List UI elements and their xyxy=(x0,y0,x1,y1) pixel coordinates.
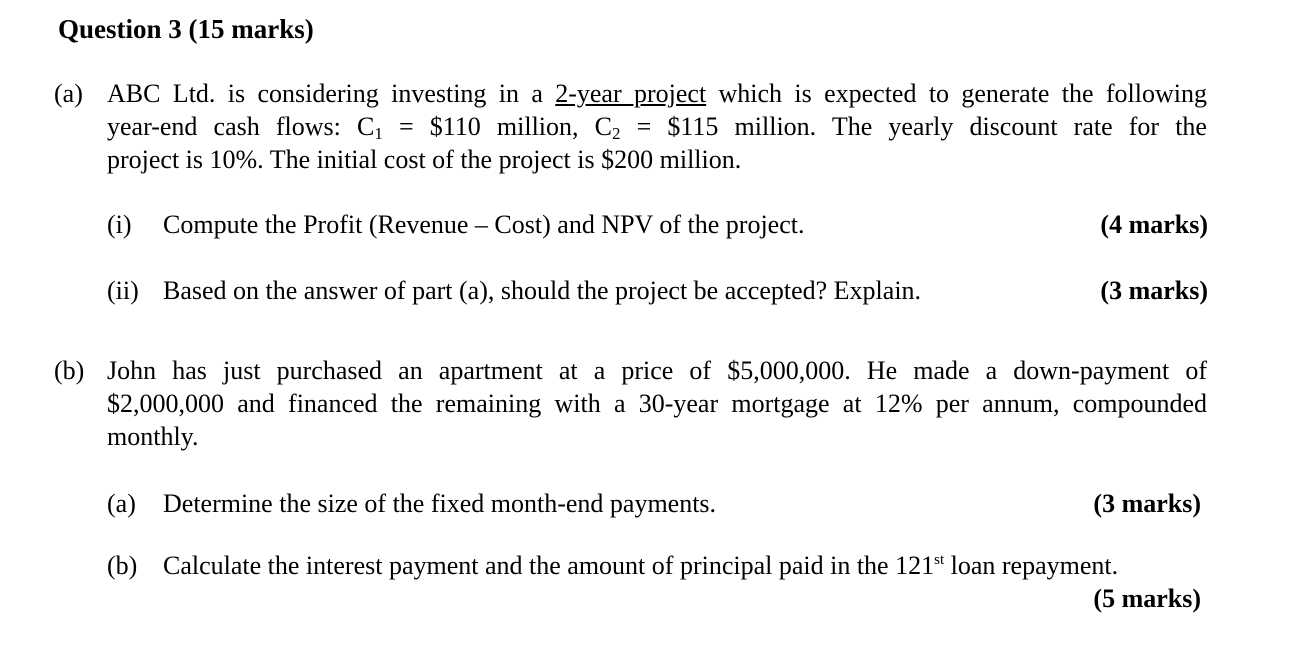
part-b-line-3: monthly. xyxy=(107,422,199,451)
c2-subscript: 2 xyxy=(611,124,621,143)
part-a-line-2 xyxy=(107,112,1207,142)
ordinal-superscript: st xyxy=(934,552,945,568)
sub-i-text: Compute the Profit (Revenue – Cost) and NPV of the project. xyxy=(163,210,805,239)
sub-i-label: (i) xyxy=(107,210,132,239)
sub-b-b-text-pre: Calculate the interest payment and the amount of principal paid in the 121 xyxy=(163,551,935,580)
part-b-line-1: John has just purchased an apartment at a price of $5,000,000. He made a down-payment of xyxy=(107,356,1207,385)
sub-ii-text: Based on the answer of part (a), should the project be accepted? Explain. xyxy=(163,276,922,305)
part-a-line-1-post: which is expected to generate the following xyxy=(706,79,1207,108)
c1-subscript: 1 xyxy=(374,124,383,143)
part-a-line-2-pre: year-end cash flows: C xyxy=(107,112,375,141)
question-title: Question 3 (15 marks) xyxy=(58,14,314,44)
sub-ii-label: (ii) xyxy=(107,276,139,305)
part-b-label: (b) xyxy=(54,356,85,385)
sub-ii-marks: (3 marks) xyxy=(1100,276,1208,305)
part-b-line-2: $2,000,000 and financed the remaining with a 30-year mortgage at 12% per annum, compounded xyxy=(107,389,1207,418)
sub-b-b-text-post: loan repayment. xyxy=(944,551,1119,580)
sub-b-a-marks: (3 marks) xyxy=(1093,489,1201,518)
sub-b-b-marks: (5 marks) xyxy=(1093,584,1201,613)
part-a-label: (a) xyxy=(54,79,83,108)
part-a-line-2-post: = $115 million. The yearly discount rate for the xyxy=(620,112,1207,141)
sub-i-marks: (4 marks) xyxy=(1100,210,1208,239)
sub-b-b-text xyxy=(163,551,1118,581)
part-a-line-2-mid: = $110 million, C xyxy=(382,112,612,141)
part-a-line-1 xyxy=(107,79,1207,109)
underlined-phrase: 2-year project xyxy=(555,79,707,108)
sub-b-a-label: (a) xyxy=(107,489,136,518)
sub-b-a-text: Determine the size of the fixed month-end payments. xyxy=(163,489,717,518)
part-a-line-3: project is 10%. The initial cost of the project is $200 million. xyxy=(107,145,742,174)
part-a-line-1-pre: ABC Ltd. is considering investing in a xyxy=(107,79,556,108)
sub-b-b-label: (b) xyxy=(107,551,138,580)
